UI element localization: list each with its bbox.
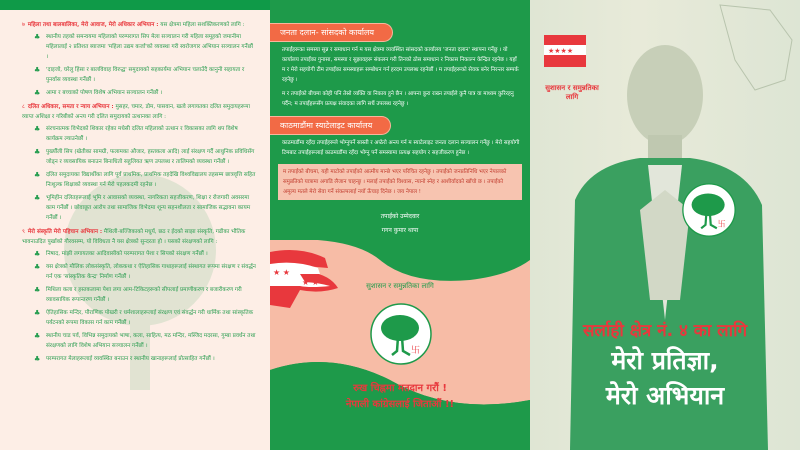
title-line-1: मेरो प्रतिज्ञा, — [611, 346, 719, 375]
agenda-section — [22, 20, 256, 98]
list-item: ♣ स्थानीय तहको समन्वयमा महिलाको परम्परागत सिप मेला सञ्चालन गरी महिला समूहको जमानीमा महिलालाई २ प्रतिशत ब्याजमा 'महिला उद्यम कर्जा'को व्यवस्था गरी स्वरोजगार अभियान सञ्चालन गर्नेछौं । — [34, 32, 256, 62]
svg-text:卐: 卐 — [411, 346, 421, 356]
list-item: ♣ यस क्षेत्रको मौलिक लोकसंस्कृति, लोककथा र ऐतिहासिक गाथाहरूलाई संस्थागत रूपमा संरक्षण र संवर्द्धन गर्न एक 'सांस्कृतिक केन्द्र' निर्माण गर्नेछौं । — [34, 262, 256, 282]
list-item: ♣ पुर्ख्यौली सिप (खेतीका सामग्री, फलामका औजार, हस्तकला आदि) लाई संरक्षण गर्दै आधुनिक प्रविधिसँग जोड्न र व्यवसायिक बनाउन बिनाधितो सहुलियत ऋण उपलब्ध र तालिमको व्यवस्था गर्नेछौं । — [34, 147, 256, 167]
section-title: दलित अधिकार, समता र न्याय अभियान : — [27, 104, 114, 110]
list-item: ♣ ऐतिहासिक मन्दिर, पौराणिक पोखरी र धर्मशालाहरूलाई संरक्षण एवं संवर्द्धन गरी धार्मिक तथा सांस्कृतिक पर्यटनको रूपमा विकास गर्न काम गर्नेछौं । — [34, 308, 256, 328]
tree-symbol-logo-icon — [370, 303, 432, 365]
list-item: ♣ स्थानीय चाड पर्व, विभिन्न समुदायको भाषा, कला, साहित्य, मठ मन्दिर, मस्जिद मदरसा, गुम्बा प्रवर्धन तथा संरक्षणको लागि विशेष अभियान सञ्चालन गर्नेछौं । — [34, 331, 256, 351]
right-panel — [530, 0, 800, 450]
agenda-list — [0, 10, 270, 364]
section-intro: यस क्षेत्रमा महिला सशक्तिकरणको लागि : — [160, 22, 245, 28]
slogan: सुशासन र समुन्नतिका लागि — [366, 282, 434, 290]
bullet-list — [34, 32, 256, 98]
list-item: ♣ 'दाइजो, घरेलु हिंसा र बालविवाह विरुद्ध' समुदायको सहकार्यमा अभियान चलाउँदै कानुनी सहायता र पुनर्वास व्यवस्था गर्नेछौं । — [34, 65, 256, 85]
list-item: ♣ भूमिहीन दलितहरूलाई भूमि र आवासको व्यवस्था, नागरिकता सहजीकरण, शिक्षा र रोजगारी अवसरमा काम गर्नेछौं । छोवाछूत आरोप तथा सामाजिक विभेदमा शून्य सहनशीलता र सामाजिक सद्भावना कायम गर्नेछौं । — [34, 193, 256, 223]
constituency-headline: सर्लाही क्षेत्र नं. ४ का लागि — [582, 321, 748, 341]
vote-call-1: रुख चिह्नमा मतदान गरौं ! — [353, 383, 447, 394]
section-number: ८ — [22, 104, 25, 110]
middle-panel — [270, 0, 530, 450]
section-number: ९ — [22, 229, 25, 235]
paragraph: काठमाडौंमा रहँदा तपाईंहरूले भोग्नुपर्ने सास्ती र अप्ठेरो अन्त्य गर्न म स्याटेलाइट जनता दलान सञ्चालन गर्नेछु । मेरो सहयोगी टिमबाट तपाईंहरूलाई काठमाडौंमा रहँदा भोग्नु पर्ने समस्यामा प्रत्यक्ष सहयोग र सहजीकरण हुनेछ । — [282, 140, 520, 156]
svg-text:★ ★: ★ ★ — [302, 278, 319, 287]
bullet-list — [34, 124, 256, 223]
tree-symbol-logo-icon — [682, 183, 736, 237]
section-title: महिला तथा बालबालिका, मेरो आवाज, मेरो अधिकार अभियान : — [27, 22, 159, 28]
list-item: ♣ दलित समुदायका विद्यार्थीका लागि पूर्व प्राथमिक, प्राथमिक तहदेखि विश्वविद्यालय तहसम्म छात्रवृत्ति सहित निःशुल्क शिक्षाको व्यवस्था गर्न मेरो पहलकदमी रहनेछ । — [34, 170, 256, 190]
appeal-box: म तपाईंको बीचमा, यही माटोको तपाईंको आत्मीय मान्छे भएर परिचित रहनेछु । तपाईंको जनप्रतिनिधि भएर नेपालको समुन्नतिको यात्रामा अगाडि लैजान चाहन्छु । मलाई तपाईंको विश्वास, न्यानो स्नेह र आशीर्वादको खाँचो छ । तपाईंको अमूल्य मतले मेरो सेवा गर्ने संकल्पलाई नयाँ ऊँचाइ दिनेछ । जय नेपाल ! — [278, 164, 522, 200]
top-bar — [0, 0, 270, 10]
section-title: मेरो संस्कृति मेरो पहिचान अभियान : — [27, 229, 103, 235]
section-number: ७ — [22, 22, 25, 28]
title-line-2: मेरो अभियान — [605, 381, 725, 410]
heading-janata-dalan: जनता दलान- सांसदको कार्यालय — [270, 24, 392, 41]
section-heading — [22, 227, 256, 247]
list-item: ♣ निषाद, मांझी लगायतका आदिवासीको परम्परागत पेशा र सिपको संरक्षण गर्नेछौं । — [34, 249, 256, 259]
left-panel — [0, 0, 270, 450]
svg-text:卐: 卐 — [717, 219, 726, 229]
agenda-section — [22, 227, 256, 364]
section-heading — [22, 102, 256, 122]
list-item: ♣ संरचनात्मक विभेदको शिकार रहेका मधेसी दलित महिलाको उत्थान र विकासका लागि थप विशेष कार्यक्रम ल्याउनेछौं । — [34, 124, 256, 144]
svg-text:★ ★: ★ ★ — [273, 268, 290, 277]
svg-text:★★★★: ★★★★ — [548, 47, 574, 55]
paragraph: म र तपाईंको बीचमा कोही पनि तेस्रो व्यक्ति वा निकाय हुने छैन । आफ्ना कुरा राख्न तपाईंले कुनै पात्र वा माध्यम कुरिरहनु पर्दैन; म तपाईंहरूसँग प्रत्यक्ष संवादका लागि सधैं उपलब्ध रहनेछु । — [282, 91, 514, 107]
nepali-congress-flag-icon — [544, 35, 586, 75]
list-item: ♣ आमा र बच्चाको पोषण विशेष अभियान सञ्चालन गर्नेछौं । — [34, 88, 256, 98]
section-intro: मैथिली-बज्जिकाको मधुर्य, छठ र ईदको साझा संस्कृति, गढीका भौतिक भावनाउदित पुर्खाको गौरवसम्म, यो विविधता नै यस क्षेत्रको सुन्दरता हो । यसको संरक्षणको लागि : — [22, 229, 246, 245]
candidate-label: तपाईंको उम्मेदवार — [380, 213, 420, 220]
nepali-congress-flag-icon — [270, 250, 355, 310]
section-heading — [22, 20, 256, 30]
vote-call-2: नेपाली कांग्रेसलाई जिताऔं !! — [345, 399, 455, 410]
list-item: ♣ मिथिला कला र हस्तकलामा पेशा लगा आम-टिकिटहरूको सीपलाई प्रमाणीकरण र बजारीकरण गरी व्यावसायिक रूपान्तरण गर्नेछौं । — [34, 285, 256, 305]
section-intro: मुसहर, चमार, डोम, पासवान, खत्वे लगायतका दलित समुदायहरूमा व्याप्त अशिक्षा र गरिबीको अन्त्य गरी दलित समुदायको उत्थानका लागि : — [22, 104, 250, 120]
heading-satellite-office: काठमाडौंमा स्याटेलाइट कार्यालय — [270, 117, 390, 134]
list-item: ♣ परम्परागत मेलाहरूलाई व्यवस्थित बनाउन र स्थानीय खानाहरूलाई प्रोत्साहित गर्नेछौं । — [34, 354, 256, 364]
agenda-section — [22, 102, 256, 223]
candidate-block — [270, 210, 530, 238]
paragraph: तपाईंहरूका समस्या सुन्न र समाधान गर्न म यस क्षेत्रमा व्यवस्थित सांसदको कार्यालय 'जनता दलान' स्थापना गर्नेछु । यो कार्यालय तपाईंका गुनासा, समस्या र सुझावहरू संकलन गरी तिनको ठोस समाधान र निकास निकाल्न केन्द्रित रहनेछ । यहाँ म र मेरो सहयोगी टीम तपाईंका समस्याहरू सम्बोधन गर्न हरदम उपलब्ध रहनेछौं । म तपाईंहरूको सेवक बनेर निरन्तर सम्पर्क रहनेछु । — [282, 47, 519, 83]
candidate-name: गगन कुमार थापा — [381, 227, 419, 234]
bullet-list — [34, 249, 256, 364]
slogan: सुशासन र समुन्नतिका लागि — [545, 84, 599, 101]
